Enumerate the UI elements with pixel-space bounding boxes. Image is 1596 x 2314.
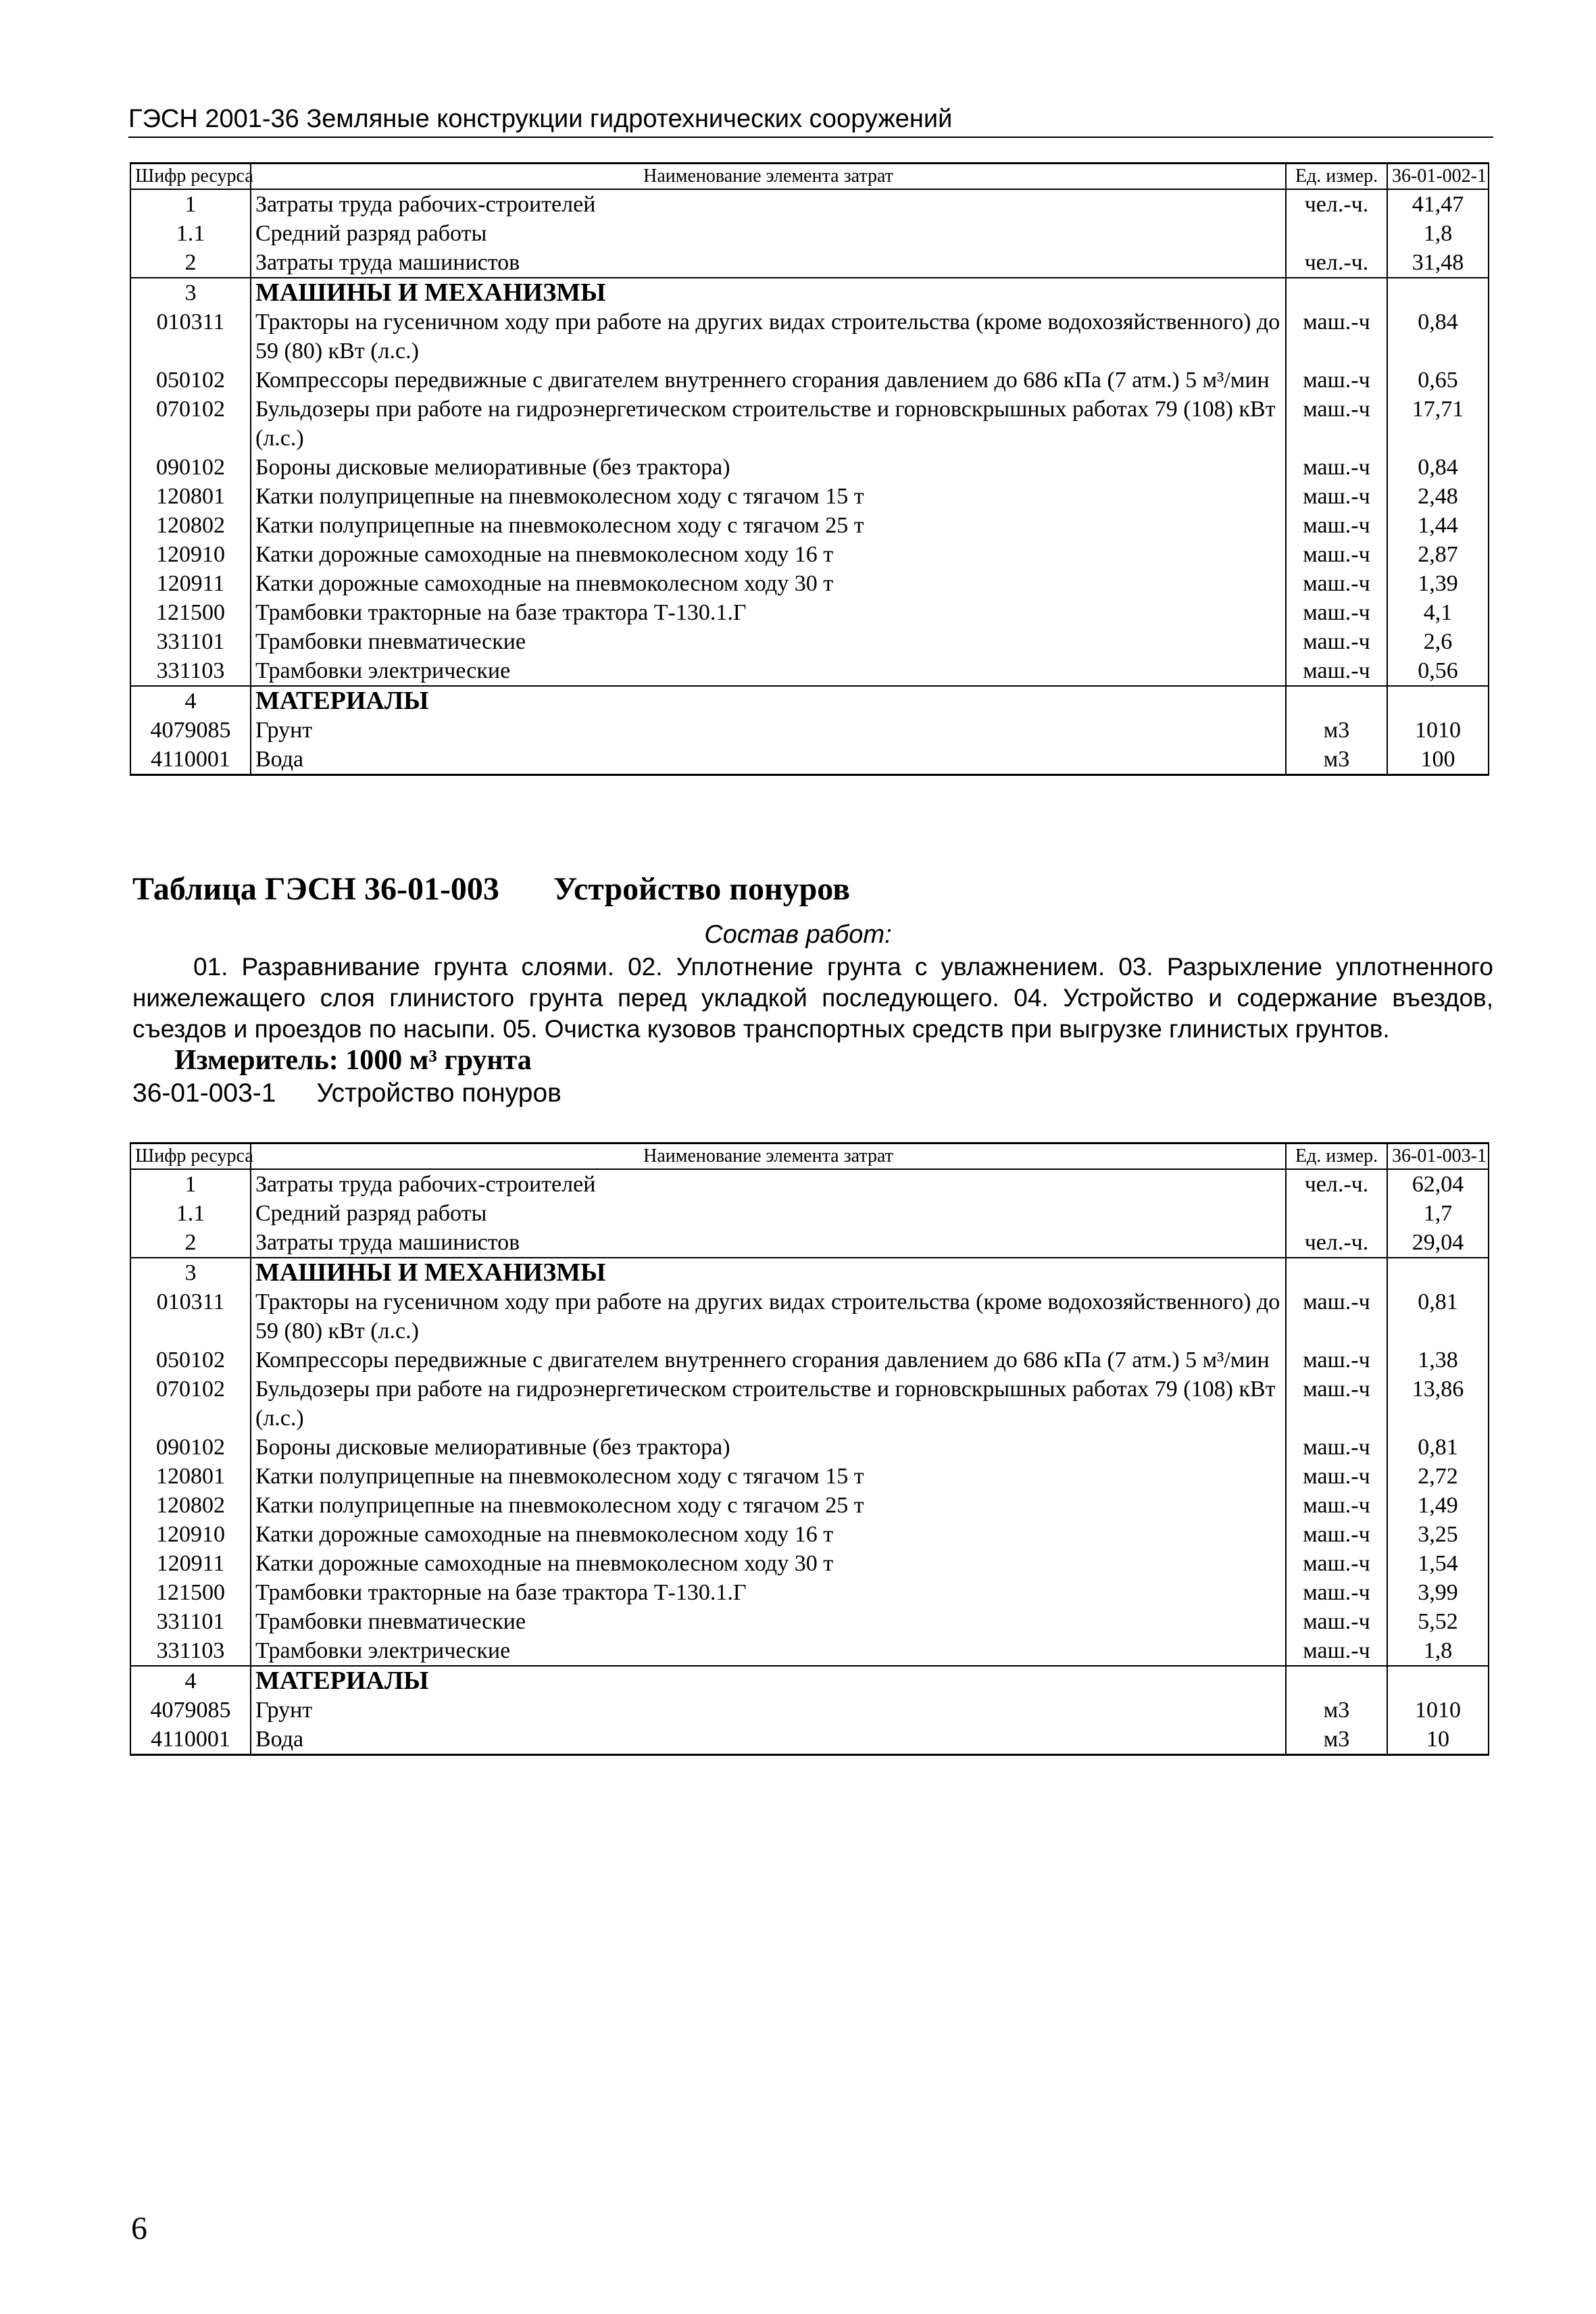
page-number: 6 <box>131 2211 147 2246</box>
table-row <box>130 1462 1489 1491</box>
code-cell: 1 <box>130 1169 251 1199</box>
table-name: Устройство понуров <box>553 871 851 907</box>
value-cell: 0,65 <box>1387 366 1489 395</box>
table-header-row <box>130 164 1489 190</box>
name-cell: МАШИНЫ И МЕХАНИЗМЫ <box>251 1258 1286 1287</box>
value-cell: 0,84 <box>1387 307 1489 366</box>
value-cell: 1,8 <box>1387 219 1489 248</box>
unit-cell: маш.-ч <box>1286 1578 1387 1607</box>
unit-cell: маш.-ч <box>1286 598 1387 627</box>
table-row <box>130 1433 1489 1462</box>
name-cell: Бульдозеры при работе на гидроэнергетическом строительстве и горновскрышных работах 79 (108) кВт (л.с.) <box>251 1375 1286 1433</box>
name-cell: Средний разряд работы <box>251 1199 1286 1228</box>
value-cell: 1010 <box>1387 716 1489 745</box>
value-cell: 17,71 <box>1387 395 1489 453</box>
table-row <box>130 1607 1489 1636</box>
table-body <box>130 189 1489 775</box>
table-label: Таблица ГЭСН 36-01-003 <box>132 871 499 907</box>
code-cell: 121500 <box>130 1578 251 1607</box>
table-row <box>130 1696 1489 1725</box>
work-composition-label: Состав работ: <box>704 920 892 949</box>
norm-name: Устройство понуров <box>316 1079 562 1108</box>
table-row <box>130 1287 1489 1346</box>
name-cell: Средний разряд работы <box>251 219 1286 248</box>
unit-cell: маш.-ч <box>1286 453 1387 482</box>
norm-subtitle <box>132 1079 562 1108</box>
table-row <box>130 1578 1489 1607</box>
unit-cell <box>1286 219 1387 248</box>
value-cell: 1,49 <box>1387 1491 1489 1520</box>
unit-cell: маш.-ч <box>1286 1287 1387 1346</box>
unit-cell <box>1286 1199 1387 1228</box>
code-cell: 070102 <box>130 395 251 453</box>
unit-cell: чел.-ч. <box>1286 1228 1387 1258</box>
col-header-code: Шифр ресурса <box>130 1143 251 1170</box>
resource-table-2 <box>130 1142 1489 1756</box>
name-cell: Катки дорожные самоходные на пневмоколесном ходу 30 т <box>251 1549 1286 1578</box>
name-cell: Затраты труда машинистов <box>251 248 1286 278</box>
table-row <box>130 598 1489 627</box>
name-cell: Тракторы на гусеничном ходу при работе на других видах строительства (кроме водохозяйственного) до 59 (80) кВт (л.с.) <box>251 1287 1286 1346</box>
unit-cell: м3 <box>1286 1725 1387 1755</box>
table-row <box>130 1375 1489 1433</box>
value-cell: 100 <box>1387 745 1489 775</box>
unit-cell: маш.-ч <box>1286 540 1387 569</box>
unit-cell: маш.-ч <box>1286 656 1387 686</box>
table-row <box>130 395 1489 453</box>
table-row <box>130 716 1489 745</box>
unit-cell <box>1286 278 1387 307</box>
name-cell: Трамбовки электрические <box>251 656 1286 686</box>
table-row <box>130 482 1489 511</box>
code-cell: 1.1 <box>130 219 251 248</box>
name-cell: МАШИНЫ И МЕХАНИЗМЫ <box>251 278 1286 307</box>
name-cell: Катки полуприцепные на пневмоколесном ходу с тягачом 25 т <box>251 511 1286 540</box>
value-cell: 2,72 <box>1387 1462 1489 1491</box>
value-cell: 1,7 <box>1387 1199 1489 1228</box>
name-cell: Вода <box>251 745 1286 775</box>
unit-cell: чел.-ч. <box>1286 189 1387 219</box>
code-cell: 121500 <box>130 598 251 627</box>
value-cell: 29,04 <box>1387 1228 1489 1258</box>
table-row <box>130 1346 1489 1375</box>
name-cell: Затраты труда рабочих-строителей <box>251 1169 1286 1199</box>
value-cell: 31,48 <box>1387 248 1489 278</box>
unit-cell: маш.-ч <box>1286 1433 1387 1462</box>
unit-cell <box>1286 1258 1387 1287</box>
code-cell: 2 <box>130 248 251 278</box>
col-header-code: Шифр ресурса <box>130 164 251 190</box>
code-cell: 331101 <box>130 1607 251 1636</box>
unit-cell: маш.-ч <box>1286 1520 1387 1549</box>
table-row <box>130 219 1489 248</box>
code-cell: 120911 <box>130 569 251 598</box>
code-cell: 120801 <box>130 482 251 511</box>
value-cell <box>1387 278 1489 307</box>
code-cell: 4079085 <box>130 1696 251 1725</box>
code-cell: 4 <box>130 686 251 716</box>
value-cell: 41,47 <box>1387 189 1489 219</box>
code-cell: 070102 <box>130 1375 251 1433</box>
value-cell: 2,6 <box>1387 627 1489 656</box>
code-cell: 010311 <box>130 307 251 366</box>
code-cell: 3 <box>130 1258 251 1287</box>
table-row <box>130 366 1489 395</box>
code-cell: 090102 <box>130 1433 251 1462</box>
code-cell: 010311 <box>130 1287 251 1346</box>
code-cell: 120911 <box>130 1549 251 1578</box>
table-row <box>130 189 1489 219</box>
name-cell: Бороны дисковые мелиоративные (без трактора) <box>251 453 1286 482</box>
name-cell: Затраты труда машинистов <box>251 1228 1286 1258</box>
unit-cell: маш.-ч <box>1286 482 1387 511</box>
unit-cell: чел.-ч. <box>1286 1169 1387 1199</box>
name-cell: Катки полуприцепные на пневмоколесном ходу с тягачом 15 т <box>251 482 1286 511</box>
table-row <box>130 453 1489 482</box>
value-cell: 2,87 <box>1387 540 1489 569</box>
value-cell: 5,52 <box>1387 1607 1489 1636</box>
value-cell <box>1387 1258 1489 1287</box>
table-row <box>130 686 1489 716</box>
table-header-row <box>130 1143 1489 1170</box>
value-cell: 0,81 <box>1387 1433 1489 1462</box>
unit-cell: маш.-ч <box>1286 627 1387 656</box>
page-header: ГЭСН 2001-36 Земляные конструкции гидротехнических сооружений <box>128 103 1493 138</box>
unit-cell <box>1286 1666 1387 1696</box>
name-cell: Компрессоры передвижные с двигателем внутреннего сгорания давлением до 686 кПа (7 атм.) 5 м³/мин <box>251 366 1286 395</box>
code-cell: 3 <box>130 278 251 307</box>
name-cell: Катки полуприцепные на пневмоколесном ходу с тягачом 25 т <box>251 1491 1286 1520</box>
name-cell: Трамбовки тракторные на базе трактора Т-130.1.Г <box>251 598 1286 627</box>
unit-cell: маш.-ч <box>1286 511 1387 540</box>
code-cell: 120801 <box>130 1462 251 1491</box>
code-cell: 4 <box>130 1666 251 1696</box>
value-cell: 4,1 <box>1387 598 1489 627</box>
code-cell: 090102 <box>130 453 251 482</box>
table-row <box>130 1549 1489 1578</box>
table-row <box>130 540 1489 569</box>
code-cell: 050102 <box>130 1346 251 1375</box>
name-cell: Затраты труда рабочих-строителей <box>251 189 1286 219</box>
name-cell: Катки дорожные самоходные на пневмоколесном ходу 16 т <box>251 1520 1286 1549</box>
table-row <box>130 278 1489 307</box>
value-cell <box>1387 1666 1489 1696</box>
code-cell: 331101 <box>130 627 251 656</box>
name-cell: Катки дорожные самоходные на пневмоколесном ходу 16 т <box>251 540 1286 569</box>
value-cell: 62,04 <box>1387 1169 1489 1199</box>
value-cell: 1,39 <box>1387 569 1489 598</box>
value-cell: 1,38 <box>1387 1346 1489 1375</box>
name-cell: Тракторы на гусеничном ходу при работе на других видах строительства (кроме водохозяйственного) до 59 (80) кВт (л.с.) <box>251 307 1286 366</box>
unit-cell: маш.-ч <box>1286 1549 1387 1578</box>
col-header-unit: Ед. измер. <box>1286 1143 1387 1170</box>
value-cell: 1,44 <box>1387 511 1489 540</box>
unit-cell: чел.-ч. <box>1286 248 1387 278</box>
unit-cell: м3 <box>1286 745 1387 775</box>
table-row <box>130 1520 1489 1549</box>
name-cell: Вода <box>251 1725 1286 1755</box>
table-row <box>130 1666 1489 1696</box>
norm-code: 36-01-003-1 <box>132 1079 276 1108</box>
name-cell: Трамбовки пневматические <box>251 1607 1286 1636</box>
unit-cell: маш.-ч <box>1286 1491 1387 1520</box>
name-cell: Бороны дисковые мелиоративные (без трактора) <box>251 1433 1286 1462</box>
table-row <box>130 569 1489 598</box>
name-cell: Грунт <box>251 1696 1286 1725</box>
table-title <box>132 870 850 908</box>
code-cell: 2 <box>130 1228 251 1258</box>
table-row <box>130 1636 1489 1666</box>
name-cell: Грунт <box>251 716 1286 745</box>
col-header-value: 36-01-003-1 <box>1387 1143 1489 1170</box>
code-cell: 331103 <box>130 656 251 686</box>
unit-cell: маш.-ч <box>1286 1636 1387 1666</box>
unit-cell: маш.-ч <box>1286 1462 1387 1491</box>
unit-cell: маш.-ч <box>1286 569 1387 598</box>
code-cell: 120802 <box>130 1491 251 1520</box>
value-cell: 0,84 <box>1387 453 1489 482</box>
unit-cell: маш.-ч <box>1286 1346 1387 1375</box>
code-cell: 4079085 <box>130 716 251 745</box>
name-cell: Трамбовки пневматические <box>251 627 1286 656</box>
name-cell: Катки дорожные самоходные на пневмоколесном ходу 30 т <box>251 569 1286 598</box>
work-composition-text: 01. Разравнивание грунта слоями. 02. Уплотнение грунта с увлажнением. 03. Разрыхление уплотненного нижележащего слоя глинистого грунта перед укладкой последующего. 04. Устройство и содержание въездов, съездов и проездов по насыпи. 05. Очистка кузовов транспортных средств при выгрузке глинистых грунтов. <box>132 953 1493 1043</box>
unit-cell: маш.-ч <box>1286 1607 1387 1636</box>
value-cell: 0,81 <box>1387 1287 1489 1346</box>
meter-label: Измеритель: 1000 м³ грунта <box>174 1045 532 1076</box>
value-cell: 0,56 <box>1387 656 1489 686</box>
table-row <box>130 1199 1489 1228</box>
value-cell: 3,25 <box>1387 1520 1489 1549</box>
value-cell: 13,86 <box>1387 1375 1489 1433</box>
unit-cell: маш.-ч <box>1286 366 1387 395</box>
code-cell: 120910 <box>130 1520 251 1549</box>
unit-cell: м3 <box>1286 716 1387 745</box>
unit-cell: м3 <box>1286 1696 1387 1725</box>
table-row <box>130 1228 1489 1258</box>
table-row <box>130 248 1489 278</box>
value-cell: 1,8 <box>1387 1636 1489 1666</box>
table-row <box>130 1491 1489 1520</box>
unit-cell: маш.-ч <box>1286 395 1387 453</box>
table-body <box>130 1169 1489 1755</box>
code-cell: 1.1 <box>130 1199 251 1228</box>
name-cell: Трамбовки тракторные на базе трактора Т-130.1.Г <box>251 1578 1286 1607</box>
value-cell: 3,99 <box>1387 1578 1489 1607</box>
unit-cell <box>1286 686 1387 716</box>
table-row <box>130 511 1489 540</box>
col-header-name: Наименование элемента затрат <box>251 1143 1286 1170</box>
code-cell: 050102 <box>130 366 251 395</box>
col-header-name: Наименование элемента затрат <box>251 164 1286 190</box>
table-row <box>130 307 1489 366</box>
resource-table-1 <box>130 162 1489 776</box>
name-cell: Бульдозеры при работе на гидроэнергетическом строительстве и горновскрышных работах 79 (108) кВт (л.с.) <box>251 395 1286 453</box>
col-header-value: 36-01-002-1 <box>1387 164 1489 190</box>
code-cell: 4110001 <box>130 1725 251 1755</box>
code-cell: 1 <box>130 189 251 219</box>
table-row <box>130 656 1489 686</box>
code-cell: 120910 <box>130 540 251 569</box>
name-cell: МАТЕРИАЛЫ <box>251 686 1286 716</box>
table-row <box>130 1169 1489 1199</box>
code-cell: 331103 <box>130 1636 251 1666</box>
value-cell: 10 <box>1387 1725 1489 1755</box>
unit-cell: маш.-ч <box>1286 1375 1387 1433</box>
table-row <box>130 745 1489 775</box>
name-cell: Компрессоры передвижные с двигателем внутреннего сгорания давлением до 686 кПа (7 атм.) 5 м³/мин <box>251 1346 1286 1375</box>
value-cell: 1,54 <box>1387 1549 1489 1578</box>
name-cell: Катки полуприцепные на пневмоколесном ходу с тягачом 15 т <box>251 1462 1286 1491</box>
code-cell: 120802 <box>130 511 251 540</box>
name-cell: МАТЕРИАЛЫ <box>251 1666 1286 1696</box>
value-cell: 2,48 <box>1387 482 1489 511</box>
code-cell: 4110001 <box>130 745 251 775</box>
table-row <box>130 1725 1489 1755</box>
value-cell: 1010 <box>1387 1696 1489 1725</box>
table-row <box>130 1258 1489 1287</box>
table-row <box>130 627 1489 656</box>
col-header-unit: Ед. измер. <box>1286 164 1387 190</box>
unit-cell: маш.-ч <box>1286 307 1387 366</box>
value-cell <box>1387 686 1489 716</box>
name-cell: Трамбовки электрические <box>251 1636 1286 1666</box>
